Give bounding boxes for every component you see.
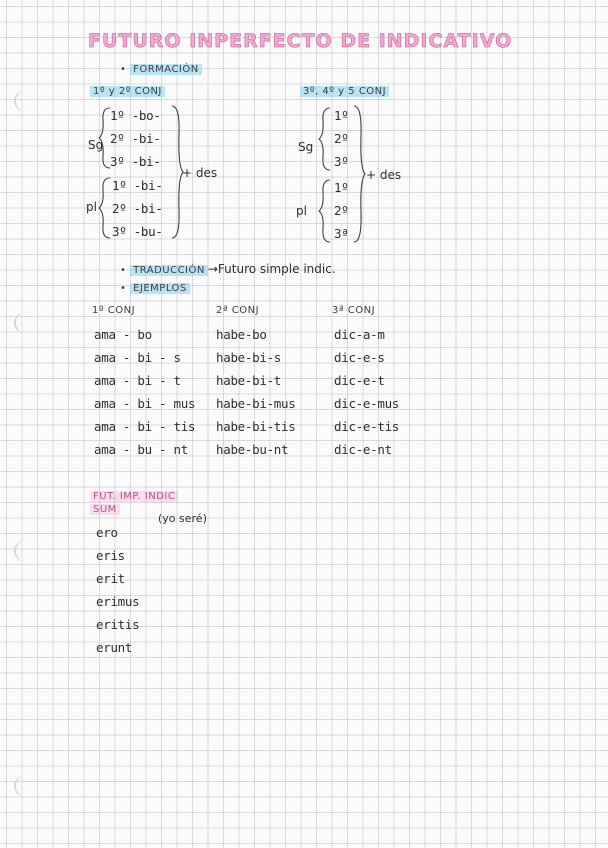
example-cell: dic-a-m xyxy=(334,327,385,342)
group2-sg-label: Sg xyxy=(298,140,314,154)
group2-sg-brace xyxy=(318,106,332,172)
example-cell: dic-e-t xyxy=(334,373,385,388)
group2-header: 3º, 4º y 5 CONJ xyxy=(300,86,389,97)
traduccion-label: TRADUCCIÓN xyxy=(130,265,208,276)
group2-pl-brace xyxy=(318,178,332,244)
traduccion-text: Futuro simple indic. xyxy=(217,262,336,276)
example-cell: ama - bu - nt xyxy=(94,442,188,457)
example-cell: ama - bi - t xyxy=(94,373,181,388)
example-cell: habe-bi-mus xyxy=(216,396,296,411)
col-header: 1º CONJ xyxy=(92,305,136,316)
example-cell: dic-e-mus xyxy=(334,396,400,411)
sum-form: eritis xyxy=(96,617,140,632)
group1-suffix: + des xyxy=(182,166,218,180)
example-cell: habe-bi-tis xyxy=(216,419,296,434)
group1-sg-row: 1º -bo- xyxy=(110,108,161,123)
group2-pl-row: 1º xyxy=(334,180,349,195)
binder-hole xyxy=(14,775,38,797)
sum-note: (yo seré) xyxy=(158,512,207,525)
example-cell: ama - bi - s xyxy=(94,350,181,365)
binder-hole xyxy=(14,540,38,562)
example-cell: ama - bo xyxy=(94,327,152,342)
arrow-icon: → xyxy=(207,262,218,276)
col-header: 3ª CONJ xyxy=(332,305,376,316)
example-cell: habe-bu-nt xyxy=(216,442,289,457)
example-cell: dic-e-s xyxy=(334,350,385,365)
group2-right-brace xyxy=(352,104,366,244)
group1-header: 1º y 2º CONJ xyxy=(90,86,165,97)
group2-pl-label: pl xyxy=(296,204,307,218)
example-cell: habe-bi-t xyxy=(216,373,282,388)
sum-form: eris xyxy=(96,548,125,563)
group1-pl-row: 3º -bu- xyxy=(112,224,163,239)
group1-sg-row: 3º -bi- xyxy=(110,154,161,169)
example-cell: ama - bi - tis xyxy=(94,419,196,434)
group1-pl-row: 1º -bi- xyxy=(112,178,163,193)
group1-pl-row: 2º -bi- xyxy=(112,201,163,216)
group2-pl-row: 2º xyxy=(334,203,349,218)
sum-form: erit xyxy=(96,571,125,586)
group2-sg-row: 1º xyxy=(334,108,349,123)
formacion-label: • FORMACIÓN xyxy=(120,64,202,75)
binder-hole xyxy=(14,90,38,112)
example-cell: habe-bo xyxy=(216,327,267,342)
group1-sg-row: 2º -bi- xyxy=(110,131,161,146)
page-title: FUTURO INPERFECTO DE INDICATIVO xyxy=(88,30,513,52)
col-header: 2ª CONJ xyxy=(216,305,260,316)
sum-form: erimus xyxy=(96,594,140,609)
example-cell: ama - bi - mus xyxy=(94,396,196,411)
sum-header: FUT. IMP. INDIC SUM xyxy=(90,490,178,516)
group1-pl-label: pl xyxy=(86,200,97,214)
group1-pl-brace xyxy=(98,176,112,240)
ejemplos-label: • EJEMPLOS xyxy=(120,283,190,294)
sum-form: erunt xyxy=(96,640,133,655)
example-cell: dic-e-tis xyxy=(334,419,400,434)
example-cell: dic-e-nt xyxy=(334,442,392,457)
sum-form: ero xyxy=(96,525,118,540)
traduccion-line: • TRADUCCIÓN →Futuro simple indic. xyxy=(120,262,336,276)
group2-sg-row: 3º xyxy=(334,154,349,169)
example-cell: habe-bi-s xyxy=(216,350,282,365)
group2-pl-row: 3ª xyxy=(334,226,349,241)
group2-sg-row: 2º xyxy=(334,131,349,146)
group2-suffix: + des xyxy=(366,168,402,182)
binder-hole xyxy=(14,312,38,334)
group1-sg-label: Sg xyxy=(88,138,104,152)
